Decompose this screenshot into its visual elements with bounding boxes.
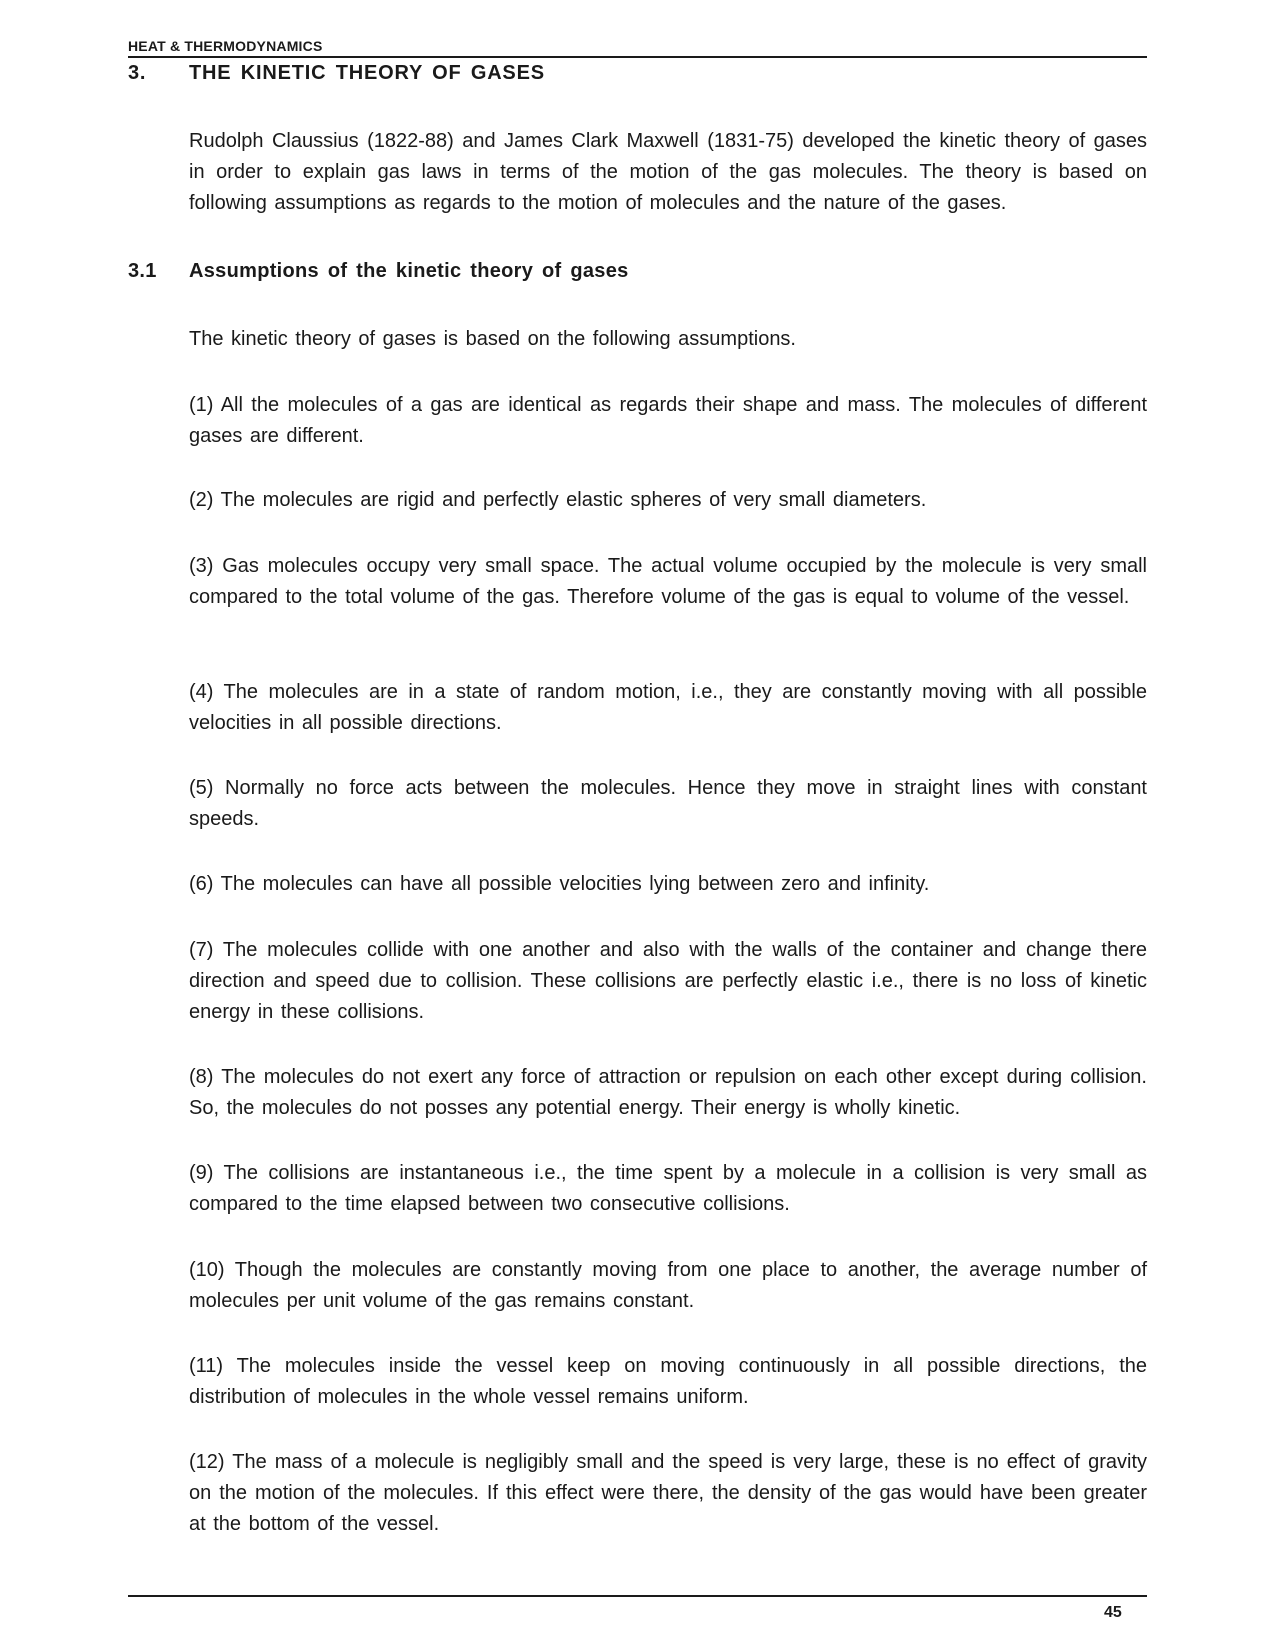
header-rule — [128, 56, 1147, 58]
chapter-number: 3. — [128, 62, 147, 84]
running-header: HEAT & THERMODYNAMICS — [128, 38, 323, 54]
intro-paragraph: Rudolph Claussius (1822-88) and James Clark Maxwell (1831-75) developed the kinetic theory of gases in order to explain gas laws in terms of the motion of the gas molecules. The theory is based on following assumptions as regards to the motion of molecules and the nature of the gases. — [189, 130, 1147, 214]
section-heading — [128, 260, 629, 283]
assumption-2: (2) The molecules are rigid and perfectly elastic spheres of very small diameters. — [189, 489, 927, 511]
section-intro: The kinetic theory of gases is based on the following assumptions. — [189, 328, 796, 350]
assumption-11: (11) The molecules inside the vessel keep on moving continuously in all possible directions, the distribution of molecules in the whole vessel remains uniform. — [189, 1355, 1147, 1408]
assumption-3: (3) Gas molecules occupy very small space. The actual volume occupied by the molecule is very small compared to the total volume of the gas. Therefore volume of the gas is equal to volume of the vessel. — [189, 555, 1147, 608]
assumption-6: (6) The molecules can have all possible velocities lying between zero and infinity. — [189, 873, 930, 895]
chapter-title: THE KINETIC THEORY OF GASES — [189, 62, 545, 84]
section-title: Assumptions of the kinetic theory of gases — [189, 260, 629, 282]
assumption-8: (8) The molecules do not exert any force of attraction or repulsion on each other except during collision. So, the molecules do not posses any potential energy. Their energy is wholly kinetic. — [189, 1066, 1147, 1119]
assumption-12: (12) The mass of a molecule is negligibly small and the speed is very large, these is no effect of gravity on the motion of the molecules. If this effect were there, the density of the gas would have been greater at the bottom of the vessel. — [189, 1451, 1147, 1535]
assumption-10: (10) Though the molecules are constantly moving from one place to another, the average number of molecules per unit volume of the gas remains constant. — [189, 1259, 1147, 1312]
assumption-9: (9) The collisions are instantaneous i.e., the time spent by a molecule in a collision is very small as compared to the time elapsed between two consecutive collisions. — [189, 1162, 1147, 1215]
assumption-1: (1) All the molecules of a gas are identical as regards their shape and mass. The molecules of different gases are different. — [189, 394, 1147, 447]
assumption-5: (5) Normally no force acts between the molecules. Hence they move in straight lines with constant speeds. — [189, 777, 1147, 830]
chapter-heading — [128, 62, 545, 85]
assumption-4: (4) The molecules are in a state of random motion, i.e., they are constantly moving with all possible velocities in all possible directions. — [189, 681, 1147, 734]
page-number: 45 — [1104, 1604, 1122, 1621]
assumption-7: (7) The molecules collide with one another and also with the walls of the container and change there direction and speed due to collision. These collisions are perfectly elastic i.e., there is no loss of kinetic energy in these collisions. — [189, 939, 1147, 1023]
footer-rule — [128, 1595, 1147, 1597]
section-number: 3.1 — [128, 260, 157, 282]
